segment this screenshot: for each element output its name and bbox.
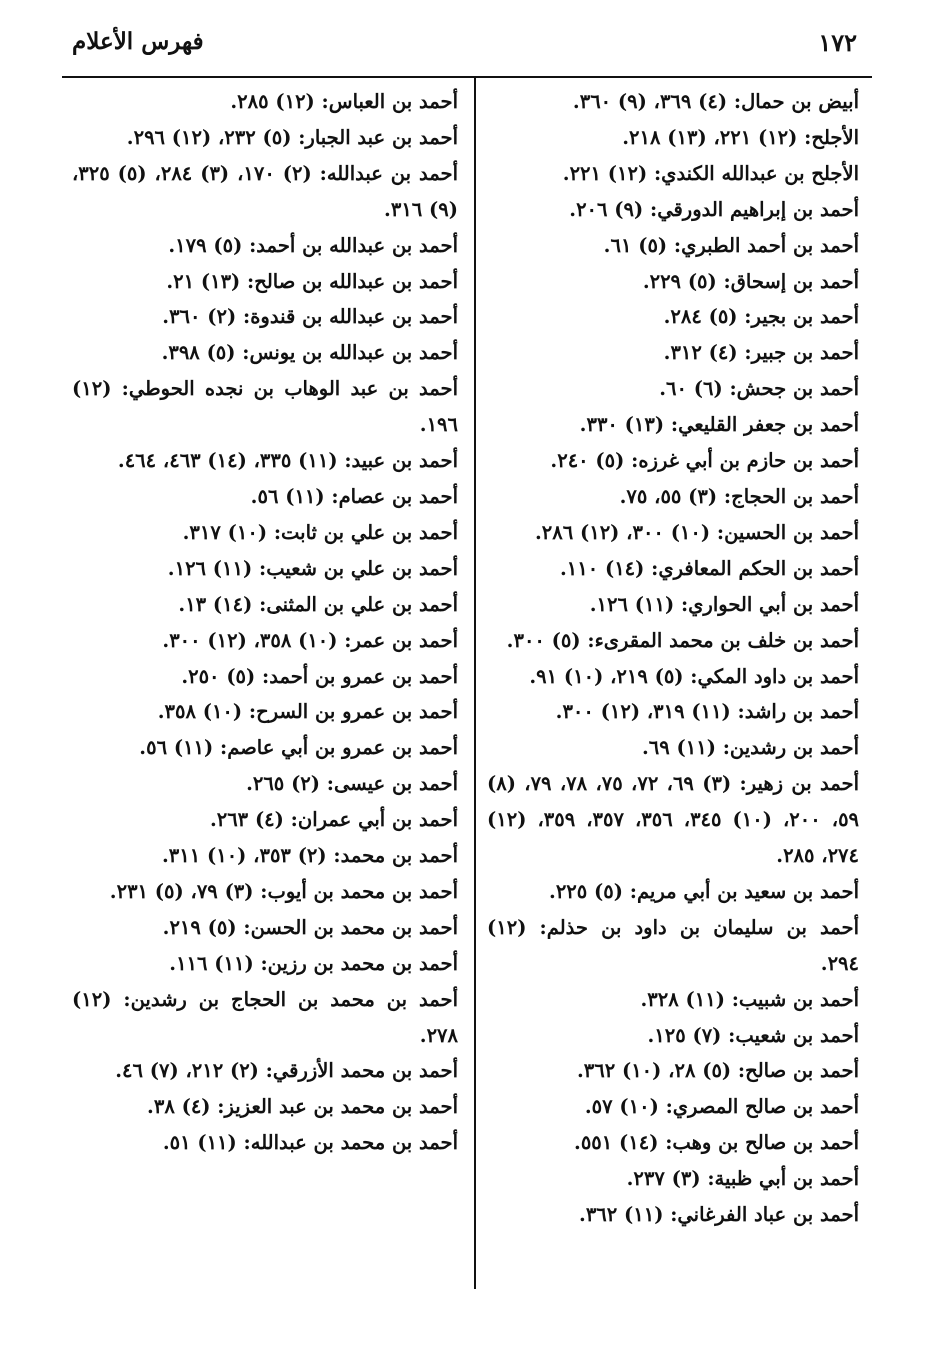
index-entry: أحمد بن صالح المصري: (١٠) ٥٧.	[584, 1095, 859, 1119]
index-entry: أحمد بن داود المكي: (٥) ٢١٩، (١٠) ٩١.	[529, 664, 859, 688]
index-entry: أحمد بن محمد بن عبد العزيز: (٤) ٣٨.	[147, 1095, 458, 1119]
index-entry: أحمد بن إسحاق: (٥) ٢٢٩.	[642, 269, 859, 293]
index-entry: أحمد بن محمد بن الحسن: (٥) ٢١٩.	[162, 915, 458, 939]
index-entry: أحمد بن زهير: (٣) ٦٩، ٧٢، ٧٥، ٧٨، ٧٩، (٨) ٥٩، ٢٠٠، (١٠) ٣٤٥، ٣٥٦، ٣٥٧، ٣٥٩، (١٢) ٢٧٤، ٢٨٥.	[487, 772, 860, 868]
index-entry: أحمد بن عبد الجبار: (٥) ٢٣٢، (١٢) ٢٩٦.	[126, 125, 458, 149]
index-entry: أحمد بن عيسى: (٢) ٢٦٥.	[246, 772, 458, 796]
index-entry: أحمد بن عمر: (١٠) ٣٥٨، (١٢) ٣٠٠.	[162, 628, 458, 652]
index-entry: أحمد بن راشد: (١١) ٣١٩، (١٢) ٣٠٠.	[555, 700, 859, 724]
index-entry: أحمد بن عبدالله بن صالح: (١٣) ٢١.	[166, 269, 458, 293]
index-entry: أحمد بن جحش: (٦) ٦٠.	[659, 377, 859, 401]
index-entry: أحمد بن عبد الوهاب بن نجده الحوطي: (١٢) ١٩٦.	[72, 377, 458, 437]
index-entry: أحمد بن خلف بن محمد المقرىء: (٥) ٣٠٠.	[506, 628, 859, 652]
index-entry: أحمد بن علي بن المثنى: (١٤) ١٣.	[178, 592, 458, 616]
index-entry: أحمد بن محمد بن أيوب: (٣) ٧٩، (٥) ٢٣١.	[109, 879, 458, 903]
index-entry: أحمد بن أبي الحواري: (١١) ١٢٦.	[589, 592, 859, 616]
index-entry: أحمد بن عبدالله بن يونس: (٥) ٣٩٨.	[161, 341, 458, 365]
index-entry: أحمد بن العباس: (١٢) ٢٨٥.	[230, 90, 458, 113]
index-entry: أحمد بن عمرو بن أحمد: (٥) ٢٥٠.	[181, 664, 458, 688]
index-entry: أحمد بن عباد الفرغاني: (١١) ٣٦٢.	[579, 1203, 859, 1227]
index-entry: أحمد بن صالح بن وهب: (١٤) ٥٥١.	[574, 1131, 859, 1155]
index-entry: أحمد بن محمد: (٢) ٣٥٣، (١٠) ٣١١.	[161, 844, 458, 868]
index-entry: أحمد بن الحجاج: (٣) ٥٥، ٧٥.	[619, 484, 859, 508]
index-column-left	[72, 84, 458, 1161]
index-entry: الأجلح: (١٢) ٢٢١، (١٣) ٢١٨.	[622, 125, 859, 149]
index-entry: أحمد بن محمد بن عبدالله: (١١) ٥١.	[162, 1131, 458, 1155]
index-entry: أحمد بن عصام: (١١) ٥٦.	[250, 484, 458, 508]
index-entry: أحمد بن شعيب: (٧) ١٢٥.	[647, 1023, 859, 1047]
page-number: ١٧٢	[818, 28, 857, 57]
index-entry: أحمد بن أحمد الطبري: (٥) ٦١.	[603, 233, 859, 257]
index-entry: أحمد بن عبيد: (١١) ٣٣٥، (١٤) ٤٦٣، ٤٦٤.	[117, 449, 458, 473]
index-entry: أحمد بن علي بن ثابت: (١٠) ٣١٧.	[182, 520, 458, 544]
index-entry: أحمد بن محمد بن الحجاج بن رشدين: (١٢) ٢٧٨.	[72, 987, 458, 1047]
index-entry: الأجلح بن عبدالله الكندي: (١٢) ٢٢١.	[562, 161, 859, 185]
index-entry: أحمد بن عمرو بن أبي عاصم: (١١) ٥٦.	[139, 736, 458, 760]
column-divider	[474, 77, 476, 1289]
index-entry: أحمد بن الحكم المعافري: (١٤) ١١٠.	[559, 556, 859, 580]
index-entry: أبيض بن حمال: (٤) ٣٦٩، (٩) ٣٦٠.	[572, 90, 859, 113]
index-entry: أحمد بن سليمان بن داود بن حذلم: (١٢) ٢٩٤.	[487, 915, 859, 975]
index-entry: أحمد بن الحسين: (١٠) ٣٠٠، (١٢) ٢٨٦.	[534, 520, 859, 544]
index-entry: أحمد بن علي بن شعيب: (١١) ١٢٦.	[167, 556, 458, 580]
header-rule	[62, 76, 872, 78]
index-entry: أحمد بن جعفر القليعي: (١٣) ٣٣٠.	[579, 413, 859, 437]
index-entry: أحمد بن جبير: (٤) ٣١٢.	[663, 341, 859, 365]
index-entry: أحمد بن رشدين: (١١) ٦٩.	[641, 736, 859, 760]
index-entry: أحمد بن حازم بن أبي غرزه: (٥) ٢٤٠.	[550, 449, 859, 473]
index-entry: أحمد بن صالح: (٥) ٢٨، (١٠) ٣٦٢.	[576, 1059, 859, 1083]
index-entry: أحمد بن أبي ظبية: (٣) ٢٣٧.	[626, 1167, 859, 1191]
index-entry: أحمد بن عبدالله بن أحمد: (٥) ١٧٩.	[168, 233, 458, 257]
index-entry: أحمد بن شبيب: (١١) ٣٢٨.	[640, 987, 859, 1011]
index-entry: أحمد بن إبراهيم الدورقي: (٩) ٢٠٦.	[569, 197, 859, 221]
index-entry: أحمد بن عمرو بن السرح: (١٠) ٣٥٨.	[157, 700, 458, 724]
index-entry: أحمد بن بجير: (٥) ٢٨٤.	[663, 305, 859, 329]
index-entry: أحمد بن أبي عمران: (٤) ٢٦٣.	[209, 808, 458, 832]
index-entry: أحمد بن سعيد بن أبي مريم: (٥) ٢٢٥.	[549, 879, 859, 903]
index-column-right	[487, 84, 859, 1233]
index-entry: أحمد بن محمد بن رزين: (١١) ١١٦.	[169, 951, 458, 975]
index-entry: أحمد بن محمد الأزرقي: (٢) ٢١٢، (٧) ٤٦.	[115, 1059, 458, 1083]
page-title: فهرس الأعلام	[72, 28, 204, 55]
index-entry: أحمد بن عبدالله بن قندوة: (٢) ٣٦٠.	[162, 305, 458, 329]
index-entry: أحمد بن عبدالله: (٢) ١٧٠، (٣) ٢٨٤، (٥) ٣٢٥، (٩) ٣١٦.	[72, 161, 458, 221]
